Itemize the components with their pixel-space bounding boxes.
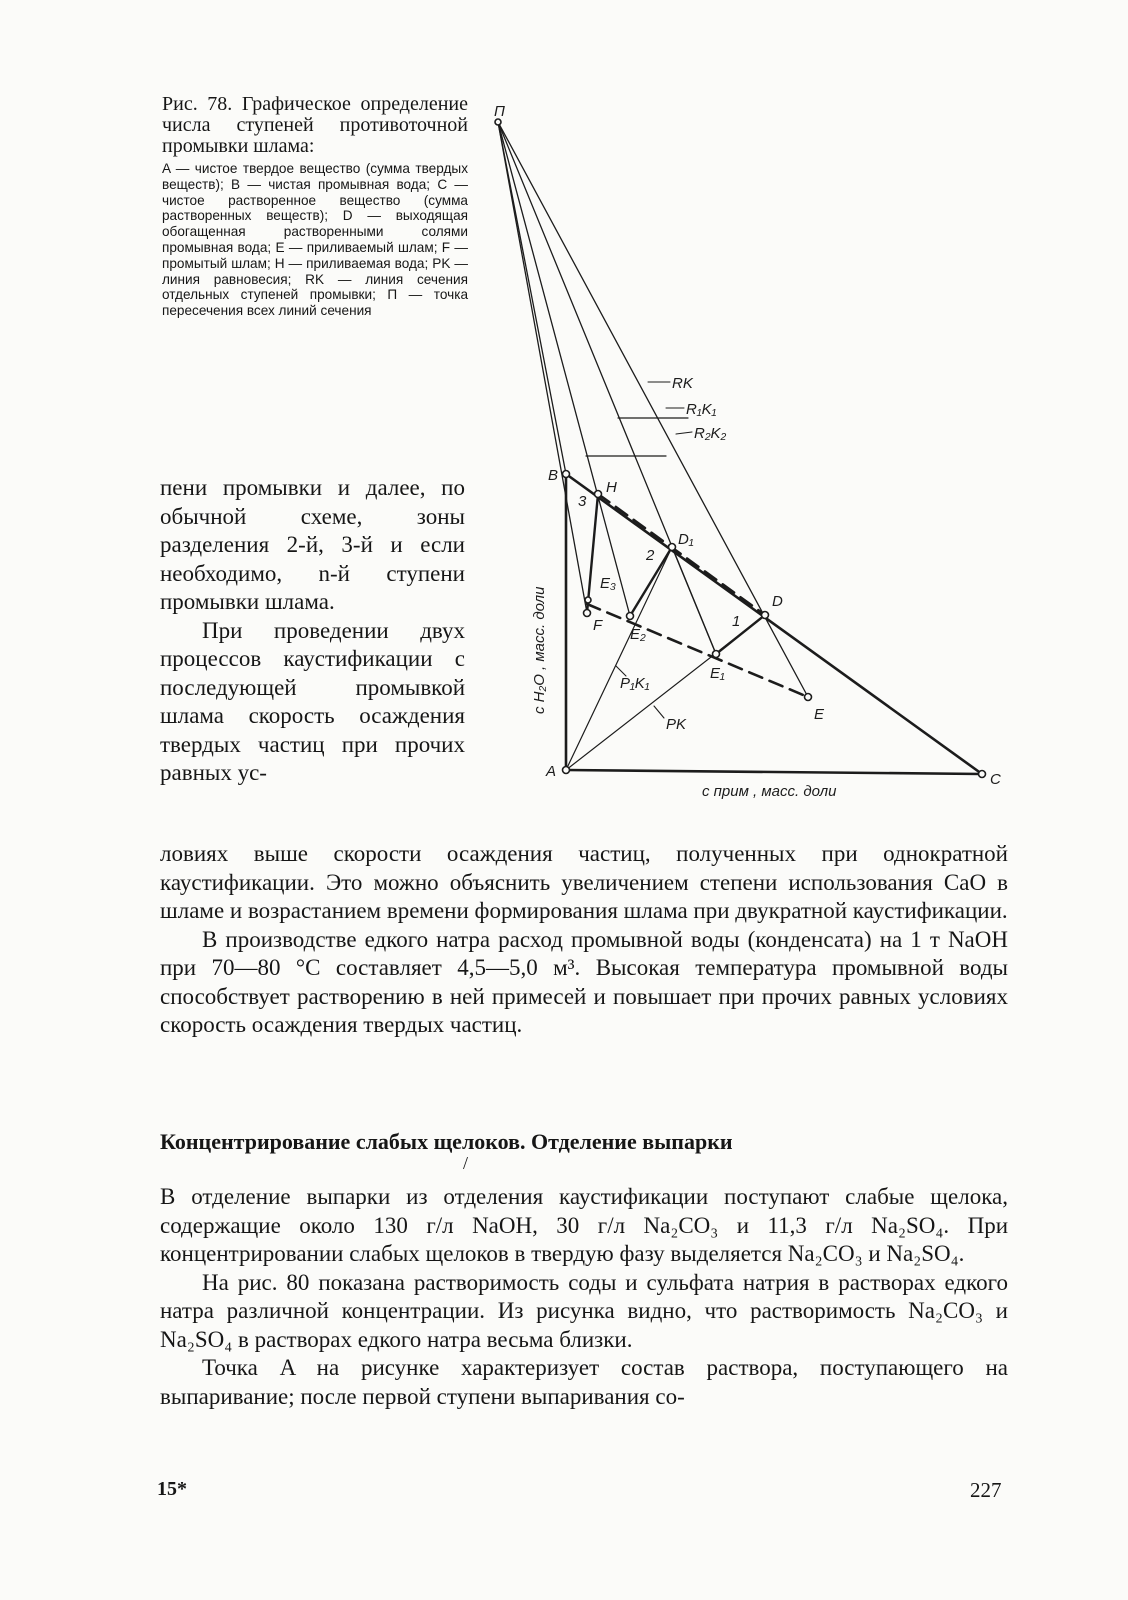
- label-stage-1: 1: [732, 613, 741, 630]
- point-d: [762, 612, 769, 619]
- label-d: D: [772, 593, 783, 610]
- label-c: C: [990, 771, 1001, 788]
- x-axis-label: c прим , масс. доли: [702, 783, 837, 800]
- label-p1k1: P₁K₁: [620, 675, 650, 692]
- edge-b-c: [566, 474, 982, 774]
- label-r2k2: R₂K₂: [694, 425, 727, 442]
- point-e3: [585, 597, 591, 603]
- line-a-to-d1: [566, 547, 672, 770]
- leader-r2k2: [676, 432, 692, 434]
- page-number: 227: [970, 1478, 1002, 1502]
- body-text-block-1: [160, 840, 1008, 1040]
- body-paragraph-1: ловиях выше скорости осаждения частиц, полученных при однократной каустификации. Это можно объяснить увеличением степени использования CaO в шламе и возрастанием времени формирования шлама при двукратной каустификации.: [160, 841, 1008, 923]
- label-e: E: [814, 706, 825, 723]
- point-e2: [627, 613, 634, 620]
- point-b: [563, 471, 570, 478]
- side-paragraph-2: При проведении двух процессов каустификации с последующей промывкой шлама скорость осаждения твердых частиц при прочих равных ус-: [160, 617, 465, 785]
- label-p: П: [494, 103, 505, 120]
- label-e3: E₃: [600, 575, 616, 592]
- line-pole-to-e2: [498, 122, 630, 616]
- label-stage-2: 2: [646, 547, 655, 564]
- label-pk: PK: [666, 716, 687, 733]
- section-title: Концентрирование слабых щелоков. Отделение выпарки: [160, 1129, 733, 1154]
- caption-legend: A — чистое твердое вещество (сумма твердых веществ); B — чистая промывная вода; C — чистое растворенное вещество (сумма растворенных веществ); D — выходящая обогащенная растворенными солями промывная вода; E — приливаемый шлам; F — промытый шлам; H — приливаемая вода; PK — линия равновесия; RK — линия сечения отдельных ступеней промывки; П — точка пересечения всех линий сечения: [162, 161, 468, 319]
- stage-h-f: [587, 494, 598, 613]
- point-c: [979, 771, 986, 778]
- caption-title: Рис. 78. Графическое определение числа ступеней противоточной промывки шлама:: [162, 93, 468, 157]
- point-d1: [669, 544, 676, 551]
- body-paragraph-2: В производстве едкого натра расход промывной воды (конденсата) на 1 т NaOH при 70—80 °C составляет 4,5—5,0 м³. Высокая температура промывной воды способствует растворению в ней примесей и повышает при прочих равных условиях скорость осаждения твердых частиц.: [160, 926, 1008, 1037]
- point-f: [584, 610, 591, 617]
- label-rk: RK: [672, 375, 693, 392]
- ternary-washing-diagram: [470, 86, 1030, 826]
- point-h: [595, 491, 602, 498]
- point-e1: [713, 651, 720, 658]
- dashed-line-h-d1: [598, 494, 765, 615]
- body-paragraph-5: Точка A на рисунке характеризует состав раствора, поступающего на выпаривание; после первой ступени выпаривания со-: [160, 1355, 1008, 1409]
- stage-e1-d: [716, 615, 765, 654]
- edge-a-c: [566, 770, 982, 774]
- body-paragraph-3: В отделение выпарки из отделения каустификации поступают слабые щелока, содержащие около 130 г/л NaOH, 30 г/л Na₂CO₃ и 11,3 г/л Na₂SO₄. При концентрировании слабых щелоков в твердую фазу выделяется Na₂CO₃ и Na₂SO₄.: [160, 1184, 1008, 1266]
- label-f: F: [593, 617, 603, 634]
- label-d1: D₁: [678, 531, 694, 548]
- signature-mark: 15*: [157, 1478, 187, 1500]
- label-stage-3: 3: [578, 493, 587, 510]
- point-a: [563, 767, 570, 774]
- side-text-column: [160, 474, 465, 788]
- label-a: A: [546, 763, 557, 780]
- label-h: H: [606, 479, 617, 496]
- body-text-block-2: [160, 1183, 1008, 1411]
- stray-mark: /: [463, 1153, 469, 1173]
- leader-pk: [654, 706, 664, 718]
- label-b: B: [548, 467, 559, 484]
- figure-78-diagram: [470, 86, 1030, 826]
- body-paragraph-4: На рис. 80 показана растворимость соды и сульфата натрия в растворах едкого натра различной концентрации. Из рисунка видно, что растворимость Na₂CO₃ и Na₂SO₄ в растворах едкого натра весьма близки.: [160, 1269, 1008, 1352]
- side-paragraph-1: пени промывки и далее, по обычной схеме, зоны разделения 2-й, 3-й и если необходимо, n-й ступени промывки шлама.: [160, 475, 465, 614]
- figure-caption: [162, 94, 468, 319]
- y-axis-label: c H₂O , масс. доли: [531, 586, 548, 714]
- point-e: [805, 694, 812, 701]
- label-e1: E₁: [710, 665, 725, 682]
- label-e2: E₂: [630, 626, 646, 643]
- label-r1k1: R₁K₁: [686, 401, 717, 418]
- line-pole-to-f: [498, 122, 587, 613]
